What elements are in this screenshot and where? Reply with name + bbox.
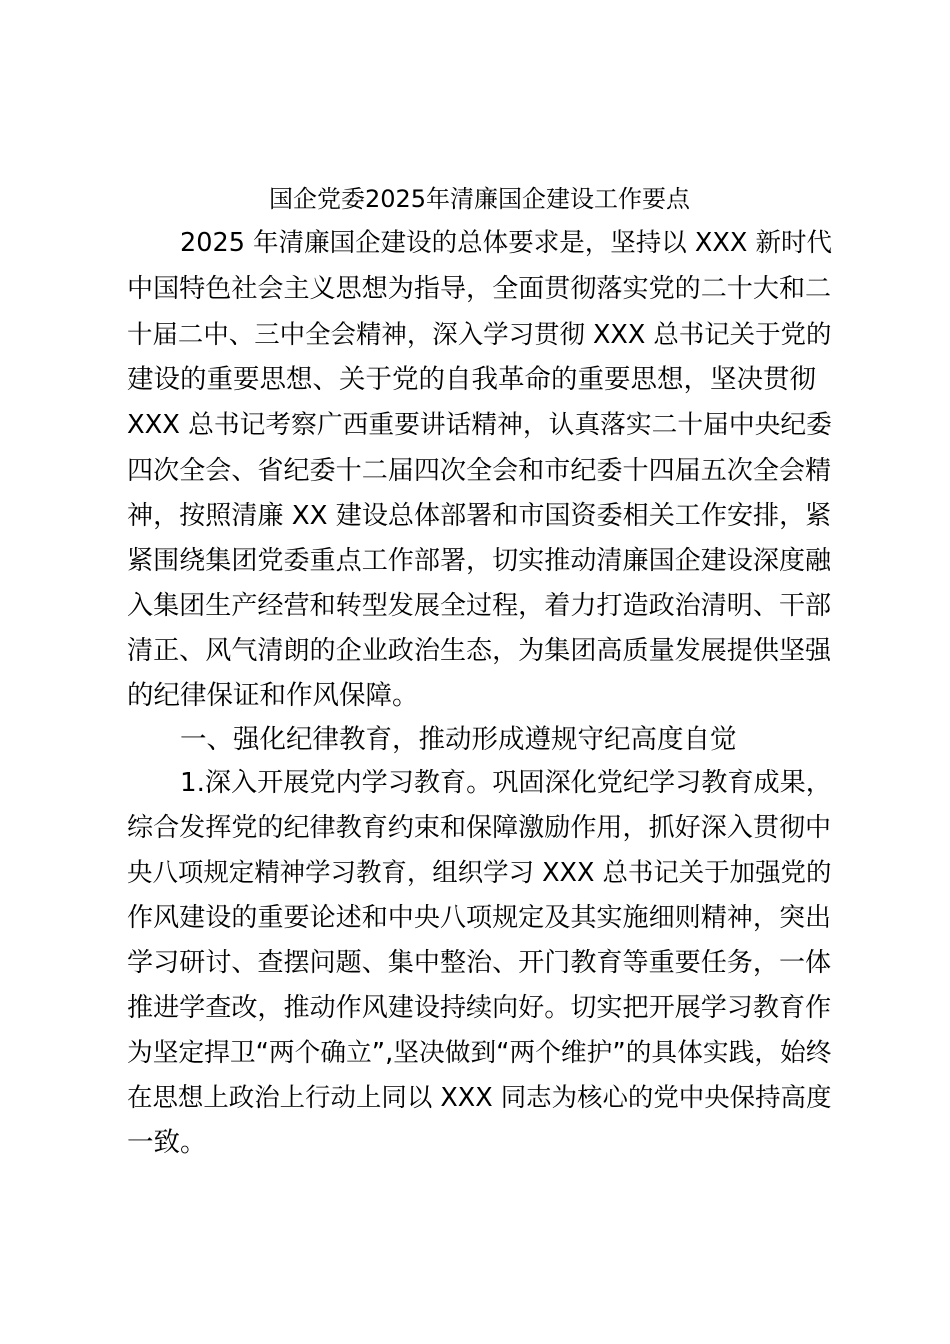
paragraph-line: 学习研讨、查摆问题、集中整治、开门教育等重要任务，一体 bbox=[127, 948, 832, 978]
paragraph-line: 四次全会、省纪委十二届四次全会和市纪委十四届五次全会精 bbox=[127, 456, 832, 486]
paragraph-line: 在思想上政治上行动上同以 XXX 同志为核心的党中央保持高度 bbox=[127, 1083, 832, 1113]
paragraph-line: 作风建设的重要论述和中央八项规定及其实施细则精神，突出 bbox=[127, 903, 832, 933]
paragraph-line: 央八项规定精神学习教育，组织学习 XXX 总书记关于加强党的 bbox=[127, 858, 832, 888]
section-heading: 一、强化纪律教育，推动形成遵规守纪高度自觉 bbox=[180, 724, 737, 755]
paragraph-line: 1.深入开展党内学习教育。巩固深化党纪学习教育成果， bbox=[180, 768, 832, 798]
document-title: 国企党委2025年清廉国企建设工作要点 bbox=[268, 185, 691, 213]
paragraph-line: 建设的重要思想、关于党的自我革命的重要思想，坚决贯彻 bbox=[127, 364, 816, 395]
paragraph-line: 紧围绕集团党委重点工作部署，切实推动清廉国企建设深度融 bbox=[127, 546, 832, 576]
paragraph-line: 推进学查改，推动作风建设持续向好。切实把开展学习教育作 bbox=[127, 993, 832, 1023]
paragraph-line: 2025 年清廉国企建设的总体要求是，坚持以 XXX 新时代 bbox=[180, 228, 833, 258]
paragraph-line: 一致。 bbox=[127, 1127, 207, 1158]
paragraph-line: XXX 总书记考察广西重要讲话精神，认真落实二十届中央纪委 bbox=[127, 410, 832, 440]
paragraph-line: 十届二中、三中全会精神，深入学习贯彻 XXX 总书记关于党的 bbox=[127, 320, 832, 350]
paragraph-line: 中国特色社会主义思想为指导，全面贯彻落实党的二十大和二 bbox=[127, 274, 832, 304]
paragraph-line: 的纪律保证和作风保障。 bbox=[127, 680, 419, 711]
paragraph-line: 为坚定捍卫“两个确立”,坚决做到“两个维护”的具体实践，始终 bbox=[127, 1038, 832, 1068]
paragraph-line: 入集团生产经营和转型发展全过程，着力打造政治清明、干部 bbox=[127, 591, 832, 621]
paragraph-line: 神，按照清廉 XX 建设总体部署和市国资委相关工作安排，紧 bbox=[127, 501, 832, 531]
paragraph-line: 综合发挥党的纪律教育约束和保障激励作用，抓好深入贯彻中 bbox=[127, 813, 832, 843]
paragraph-line: 清正、风气清朗的企业政治生态，为集团高质量发展提供坚强 bbox=[127, 636, 832, 666]
